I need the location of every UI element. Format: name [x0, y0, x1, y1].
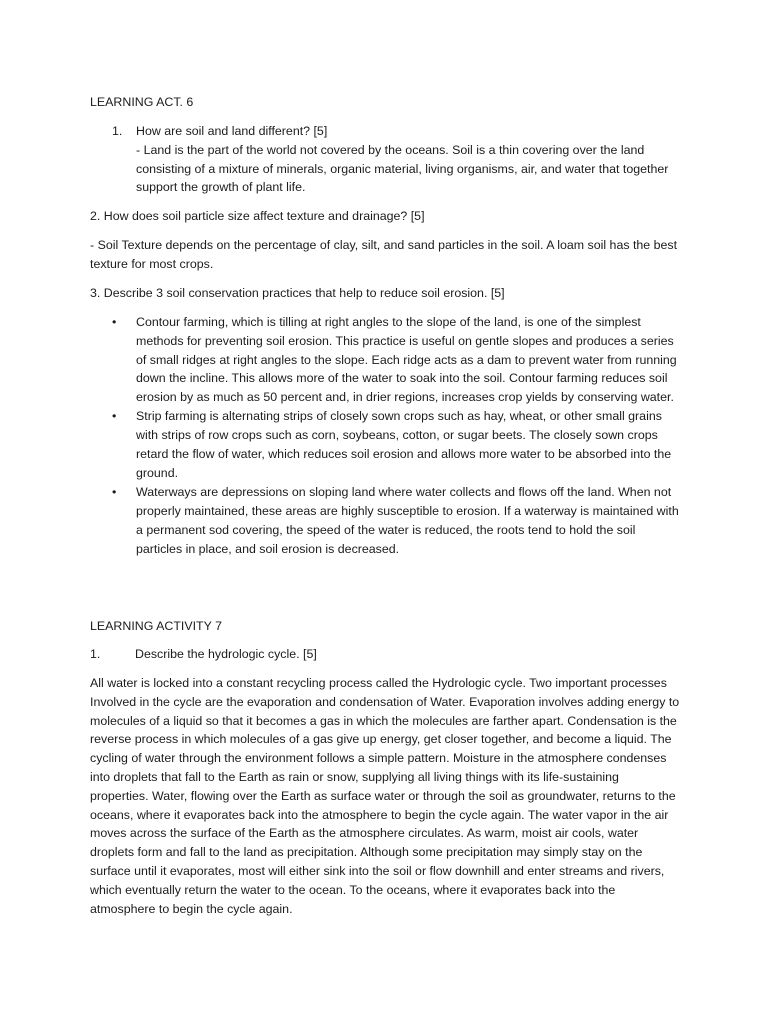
- question-text: Describe the hydrologic cycle. [5]: [135, 647, 317, 661]
- list-item-text: Waterways are depressions on sloping land where water collects and flows off the land. When not properly maintained, these areas are highly susceptible to erosion. If a waterway is maintained with a permanent sod covering, the speed of the water is reduced, the roots tend to hold the soil particles in place, and soil erosion is decreased.: [136, 485, 679, 556]
- act6-question-3: 3. Describe 3 soil conservation practices that help to reduce soil erosion. [5]: [90, 286, 505, 300]
- act7-answer-1: All water is locked into a constant recycling process called the Hydrologic cycle. Two important processes Involved in the cycle are the evaporation and condensation of Water. Evaporation involves adding energy to molecules of a liquid so that it becomes a gas in which the molecules are farther apart. Condensation is the reverse process in which molecules of a gas give up energy, get closer together, and become a liquid. The cycling of water through the environment follows a simple pattern. Moisture in the atmosphere condenses into droplets that fall to the Earth as rain or snow, supplying all living things with its life-sustaining properties. Water, flowing over the Earth as surface water or through the soil as groundwater, returns to the oceans, where it evaporates back into the atmosphere to begin the cycle again. The water vapor in the air moves across the surface of the Earth as the atmosphere circulates. As warm, moist air cools, water droplets form and fall to the land as precipitation. Although some precipitation may simply stay on the surface until it evaporates, most will either sink into the soil or flow downhill and enter streams and rivers, which eventually return the water to the ocean. To the oceans, where it evaporates back into the atmosphere to begin the cycle again.: [90, 676, 680, 916]
- act6-question-2: 2. How does soil particle size affect texture and drainage? [5]: [90, 209, 425, 223]
- question-number: 1.: [112, 124, 123, 138]
- answer-text: - Land is the part of the world not covered by the oceans. Soil is a thin covering over the land consisting of a mixture of minerals, organic material, living organisms, air, and water that together support the growth of plant life.: [136, 142, 669, 195]
- conservation-practices-list: [112, 313, 682, 559]
- list-item: [112, 407, 682, 482]
- act6-heading: LEARNING ACT. 6: [90, 95, 194, 109]
- act7-heading: LEARNING ACTIVITY 7: [90, 619, 222, 633]
- list-item-text: Strip farming is alternating strips of closely sown crops such as hay, wheat, or other small grains with strips of row crops such as corn, soybeans, cotton, or sugar beets. The closely sown crops retard the flow of water, which reduces soil erosion and allows more water to be absorbed into the ground.: [136, 409, 672, 480]
- bullet-icon: •: [112, 409, 117, 424]
- list-item: [112, 313, 682, 407]
- act6-question-1: [112, 122, 682, 197]
- question-text: How are soil and land different? [5]: [136, 124, 328, 138]
- bullet-icon: •: [112, 315, 117, 329]
- act6-answer-2: - Soil Texture depends on the percentage of clay, silt, and sand particles in the soil. A loam soil has the best texture for most crops.: [90, 238, 678, 271]
- list-item: [112, 483, 682, 558]
- act7-question-1: [90, 645, 317, 664]
- question-number: 1.: [90, 647, 101, 661]
- list-item-text: Contour farming, which is tilling at right angles to the slope of the land, is one of the simplest methods for preventing soil erosion. This practice is useful on gentle slopes and produces a series of small ridges at right angles to the slope. Each ridge acts as a dam to prevent water from running down the incline. This allows more of the water to soak into the soil. Contour farming reduces soil erosion by as much as 50 percent and, in drier regions, increases crop yields by conserving water.: [136, 315, 677, 405]
- bullet-icon: •: [112, 485, 117, 500]
